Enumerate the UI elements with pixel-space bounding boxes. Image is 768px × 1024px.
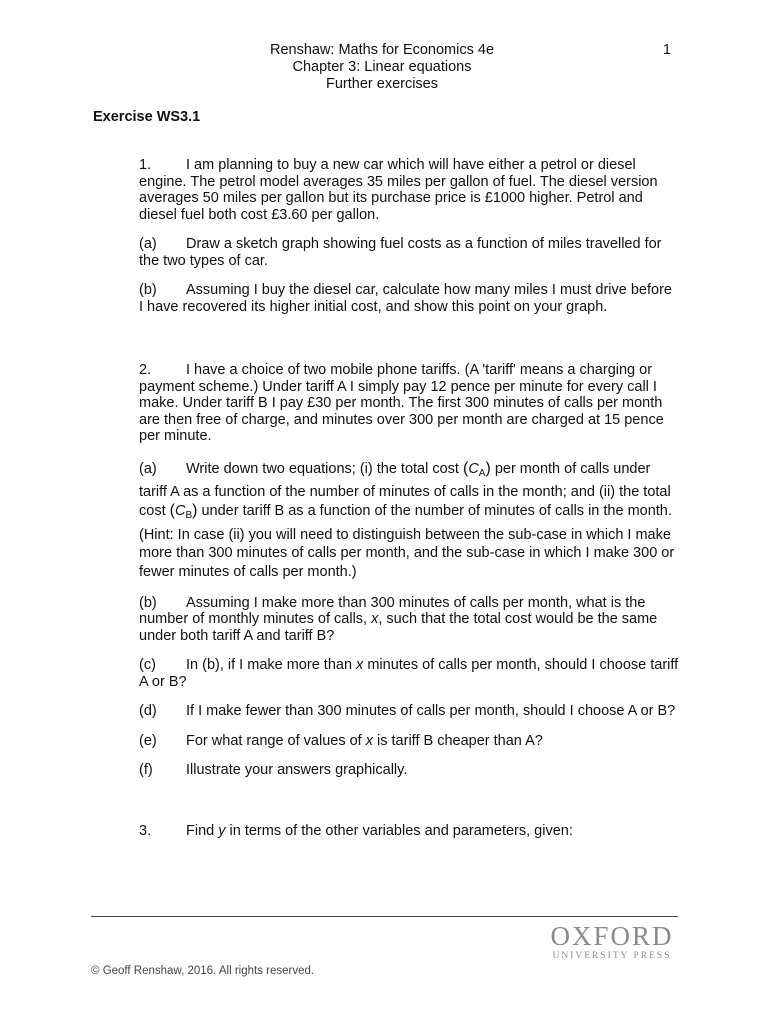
part-label: (b) — [139, 282, 157, 298]
running-header — [0, 42, 764, 93]
question-number: 3. — [139, 822, 152, 839]
part-text: Write down two equations; (i) the total cost — [186, 460, 463, 477]
logo-subtitle: UNIVERSITY PRESS — [552, 951, 672, 961]
part-text: Assuming I buy the diesel car, calculate how many miles I must drive before I have recovered its higher initial cost, and show this point on your graph. — [139, 282, 672, 315]
symbol-y: y — [218, 822, 226, 839]
part-text: For what range of values of — [186, 732, 366, 749]
footer-divider — [91, 916, 678, 917]
question-1 — [139, 157, 679, 223]
question-number: 1. — [139, 157, 152, 173]
subscript-b: B — [185, 509, 193, 521]
part-text: If I make fewer than 300 minutes of calls per month, should I choose A or B? — [186, 703, 676, 720]
question-2e — [139, 733, 679, 750]
symbol-c: C — [174, 502, 186, 519]
part-text: Draw a sketch graph showing fuel costs as a function of miles travelled for the two types of car. — [139, 236, 662, 269]
subscript-a: A — [478, 467, 486, 479]
symbol-x: x — [365, 732, 373, 749]
part-text: minutes of calls per month, should I choose tariff A or B? — [139, 657, 679, 690]
page-number: 1 — [662, 42, 671, 58]
symbol-x: x — [371, 611, 379, 628]
part-text: Assuming I make more than 300 minutes of calls per month, what is the number of monthly minutes of calls, — [139, 594, 646, 628]
question-text: Find — [186, 822, 219, 839]
question-1a — [139, 236, 679, 269]
part-text: In (b), if I make more than — [186, 657, 357, 674]
part-label: (a) — [139, 460, 157, 477]
part-text: is tariff B cheaper than A? — [373, 732, 543, 749]
part-label: (d) — [139, 703, 157, 720]
question-2a: (a) Write down two equations; (i) the total cost $(C_A)$ per month of calls under tariff A as a function of the number of minutes of calls in the month; and (ii) the total cost $(C_B)$ under tariff B as a function of the number of minutes of calls in the month. (Hint: In case (ii) you will need to distinguish between the sub-case in which I make more than 300 minutes of calls per month, and the sub-case in which I make 300 or fewer minutes of calls per month.) — [139, 459, 675, 581]
question-2c — [139, 657, 679, 690]
header-chapter: Chapter 3: Linear equations — [292, 59, 472, 75]
part-text: , such that the total cost would be the same under both tariff A and tariff B? — [139, 611, 658, 644]
part-label: (b) — [139, 594, 157, 611]
copyright-notice — [91, 965, 314, 977]
question-3 — [139, 823, 679, 840]
part-label: (f) — [139, 762, 153, 779]
question-number: 2. — [139, 362, 152, 378]
exercise-title: Exercise WS3.1 — [93, 109, 201, 125]
question-2d — [139, 703, 679, 720]
exercise-body — [139, 157, 679, 839]
question-2b — [139, 595, 679, 645]
copyright-icon: © — [91, 965, 100, 977]
question-text: I have a choice of two mobile phone tariffs. (A 'tariff' means a charging or payment scheme.) Under tariff A I simply pay 12 pence per minute for every call I make. Under tariff B I pay £30 per month. The first 300 minutes of calls per month are then free of charge, and minutes over 300 per month are charged at 15 pence per minute. — [139, 362, 664, 444]
part-label: (e) — [139, 732, 157, 749]
part-label: (c) — [139, 657, 156, 674]
symbol-c: C — [468, 460, 479, 477]
header-book-title: Renshaw: Maths for Economics 4e — [269, 42, 495, 58]
question-text: I am planning to buy a new car which will have either a petrol or diesel engine. The petrol model averages 35 miles per gallon of fuel. The diesel version averages 50 miles per gallon but its purchase price is £1000 higher. Petrol and diesel fuel both cost £3.60 per gallon. — [139, 157, 658, 223]
header-section: Further exercises — [325, 76, 438, 92]
part-text: Illustrate your answers graphically. — [186, 762, 408, 779]
question-2f — [139, 762, 679, 779]
question-text: in terms of the other variables and parameters, given: — [225, 822, 573, 839]
part-text: per month of calls under tariff A as a function of the number of minutes of calls in the month; and (ii) the total cost — [139, 460, 671, 519]
question-1b — [139, 282, 679, 315]
part-label: (a) — [139, 236, 157, 252]
logo-wordmark: OXFORD — [550, 921, 674, 951]
question-2 — [139, 362, 679, 445]
copyright-text: Geoff Renshaw, 2016. All rights reserved. — [102, 965, 315, 977]
symbol-x: x — [356, 657, 364, 674]
part-text: under tariff B as a function of the number of minutes of calls in the month. (Hint: In case (ii) you will need to distinguish between the sub-case in which I make more than 300 minutes of calls per month, and the sub-case in which I make 300 or fewer minutes of calls per month.) — [139, 502, 675, 581]
oxford-logo — [546, 922, 678, 962]
